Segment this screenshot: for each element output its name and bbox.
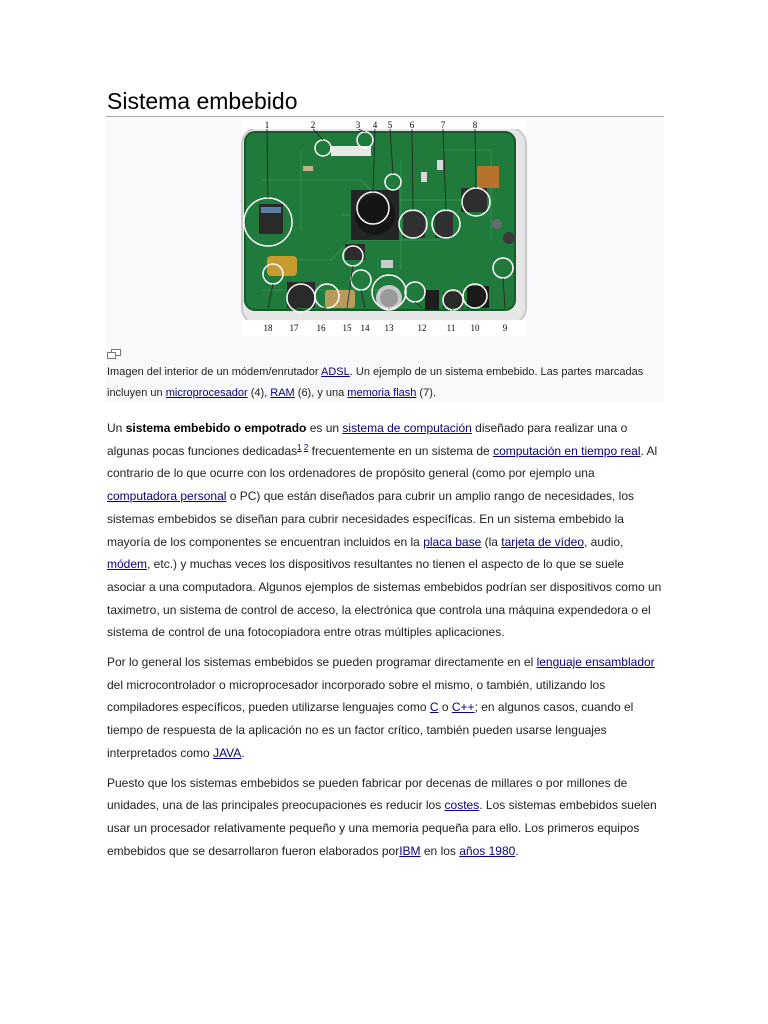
callout-label-bottom: 16 — [316, 323, 326, 333]
java-link[interactable]: JAVA — [213, 745, 242, 760]
microprocesador-link[interactable]: microprocesador — [165, 387, 248, 399]
caption-text: (7). — [416, 387, 436, 399]
paragraph-1 — [107, 417, 663, 644]
anos-1980-link[interactable]: años 1980 — [459, 843, 516, 858]
paragraph-text: . — [515, 843, 519, 858]
callout-label-bottom: 14 — [360, 323, 370, 333]
paragraph-text: . Al contrario de lo que ocurre con los ordenadores de propósito general (como por ejemplo una — [107, 443, 658, 481]
paragraph-text: del microcontrolador o microprocesador incorporado sobre el mismo, o también, utilizando los compiladores específicos, pueden utilizarse lenguajes como — [107, 677, 606, 715]
paragraph-text: (la — [481, 534, 502, 549]
caption-text: (6), y una — [294, 387, 348, 399]
tarjeta-de-video-link[interactable]: tarjeta de vídeo — [501, 534, 584, 549]
callout-label-bottom: 15 — [342, 323, 352, 333]
caption-text: (4), — [247, 387, 271, 399]
callout-label-bottom: 11 — [446, 323, 456, 333]
paragraph-text: diseñado para realizar una o algunas pocas funciones dedicadas — [107, 421, 628, 458]
callout-label-bottom: 9 — [502, 323, 508, 333]
callout-label-top: 1 — [264, 120, 270, 130]
callout-label-bottom: 12 — [417, 323, 427, 333]
paragraph-text: Un — [107, 421, 126, 435]
ram-link[interactable]: RAM — [270, 387, 295, 399]
c-language-link[interactable]: C — [429, 700, 439, 715]
paragraph-text: o PC) que están diseñados para cubrir un amplio rango de necesidades, los sistemas embebidos se diseñan para cubrir necesidades específicas. En un sistema embebido la mayoría de los componentes se encuentran incluidos en la — [107, 489, 635, 549]
callout-label-top: 3 — [355, 120, 361, 130]
callout-label-bottom: 10 — [470, 323, 480, 333]
figure-caption — [107, 362, 657, 404]
sistema-de-computacion-link[interactable]: sistema de computación — [342, 421, 472, 435]
callout-label-bottom: 17 — [289, 323, 299, 333]
callout-label-top: 5 — [387, 120, 393, 130]
paragraph-text: o — [438, 700, 452, 715]
adsl-link[interactable]: ADSL — [321, 366, 350, 378]
placa-base-link[interactable]: placa base — [423, 534, 482, 549]
modem-link[interactable]: módem — [107, 557, 148, 572]
paragraph-text: , audio, — [584, 534, 624, 549]
callout-label-bottom: 18 — [263, 323, 273, 333]
router-board-photo[interactable] — [241, 120, 527, 336]
paragraph-text: . — [241, 745, 245, 760]
memoria-flash-link[interactable]: memoria flash — [347, 387, 417, 399]
computadora-personal-link[interactable]: computadora personal — [107, 489, 227, 504]
computacion-en-tiempo-real-link[interactable]: computación en tiempo real — [493, 443, 641, 458]
caption-text: Imagen del interior de un módem/enrutador — [107, 366, 322, 378]
callout-label-top: 8 — [472, 120, 478, 130]
caption-text: . Un ejemplo de un sistema embebido. Las partes marcadas incluyen un — [107, 366, 644, 399]
costes-link[interactable]: costes — [444, 798, 480, 813]
paragraph-text: Puesto que los sistemas embebidos se pueden fabricar por decenas de millares o por millones de unidades, una de las principales preocupaciones es reducir los — [107, 775, 628, 813]
paragraph-2 — [107, 651, 663, 765]
paragraph-text: Por lo general los sistemas embebidos se pueden programar directamente en el — [107, 655, 537, 670]
ibm-link[interactable]: IBM — [399, 843, 421, 858]
bold-term: sistema embebido o empotrado — [125, 421, 307, 435]
cpp-language-link[interactable]: C++ — [451, 700, 475, 715]
reference-1-link[interactable]: 1 — [297, 442, 302, 452]
paragraph-text: ; en algunos casos, cuando el tiempo de respuesta de la aplicación no es un factor crítico, también pueden usarse lenguajes interpretados como — [107, 700, 634, 760]
paragraph-3 — [107, 772, 663, 863]
paragraph-text: frecuentemente en un sistema de — [308, 443, 494, 458]
callout-label-top: 4 — [372, 120, 378, 130]
paragraph-text: , etc.) y muchas veces los dispositivos resultantes no tienen el aspecto de lo que se suele asociar a una computadora. Algunos ejemplos de sistemas embebidos podrían ser dispositivos como un taximetro, un sistema de control de acceso, la electrónica que controla una máquina expendedora o el sistema de control de una fotocopiadora entre otras múltiples aplicaciones. — [107, 557, 662, 640]
lenguaje-ensamblador-link[interactable]: lenguaje ensamblador — [536, 655, 655, 670]
callout-label-top: 6 — [409, 120, 415, 130]
paragraph-text: es un — [306, 421, 343, 435]
page-title: Sistema embebido — [107, 88, 298, 114]
paragraph-text: . Los sistemas embebidos suelen usar un procesador relativamente pequeño y una memoria pequeña para ello. Los primeros equipos embebidos que se desarrollaron fueron elaborados por — [107, 798, 657, 858]
article-body — [107, 417, 663, 869]
enlarge-icon[interactable] — [107, 346, 121, 356]
callout-label-top: 2 — [310, 120, 316, 130]
callout-label-top: 7 — [440, 120, 446, 130]
callout-label-bottom: 13 — [384, 323, 394, 333]
paragraph-text: en los — [420, 843, 460, 858]
reference-2-link[interactable]: 2 — [303, 442, 309, 452]
